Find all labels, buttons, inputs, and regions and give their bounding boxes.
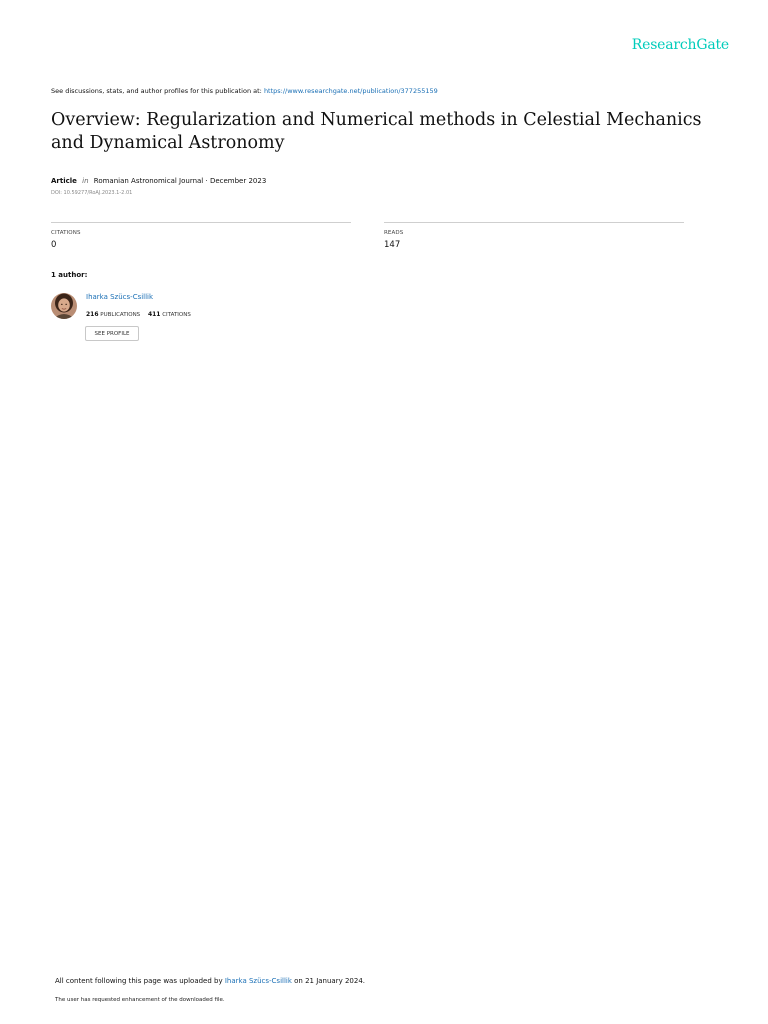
publications-label: PUBLICATIONS bbox=[100, 312, 141, 318]
researchgate-logo[interactable]: ResearchGate bbox=[631, 37, 729, 53]
author-stats bbox=[86, 311, 191, 318]
citations-label: CITATIONS bbox=[51, 230, 81, 236]
citations-value: 0 bbox=[51, 240, 57, 250]
publications-count: 216 bbox=[86, 311, 99, 318]
article-type: Article bbox=[51, 177, 77, 185]
journal-name: Romanian Astronomical Journal bbox=[93, 177, 204, 185]
publication-date: December 2023 bbox=[209, 177, 267, 185]
uploader-link[interactable]: Iharka Szücs-Csillik bbox=[224, 977, 292, 985]
see-profile-button[interactable]: SEE PROFILE bbox=[85, 326, 139, 341]
author-name-link[interactable]: Iharka Szücs-Csillik bbox=[86, 293, 154, 301]
in-label: in bbox=[82, 177, 89, 185]
article-title: Overview: Regularization and Numerical methods in Celestial Mechanics and Dynamical Astronomy bbox=[51, 110, 702, 153]
reads-divider bbox=[384, 222, 684, 223]
upload-notice bbox=[55, 977, 365, 985]
reads-label: READS bbox=[384, 230, 404, 236]
author-avatar[interactable] bbox=[51, 293, 77, 319]
article-meta bbox=[51, 177, 266, 185]
doi: DOI: 10.59277/RoAJ.2023.1-2.01 bbox=[51, 190, 133, 196]
publication-link[interactable]: https://www.researchgate.net/publication/377255159 bbox=[263, 87, 438, 95]
discussion-text: See discussions, stats, and author profiles for this publication at: bbox=[51, 87, 264, 95]
date-separator: · bbox=[203, 177, 210, 185]
citations-divider bbox=[51, 222, 351, 223]
reads-value: 147 bbox=[384, 240, 401, 250]
authors-heading: 1 author: bbox=[51, 271, 88, 279]
enhancement-note: The user has requested enhancement of the downloaded file. bbox=[55, 997, 225, 1003]
upload-suffix: on 21 January 2024. bbox=[291, 977, 366, 985]
upload-prefix: All content following this page was uploaded by bbox=[55, 977, 225, 985]
discussion-line bbox=[51, 87, 438, 95]
author-photo-icon bbox=[51, 293, 77, 319]
author-citations-label: CITATIONS bbox=[162, 312, 191, 318]
author-citations-count: 411 bbox=[147, 311, 161, 318]
